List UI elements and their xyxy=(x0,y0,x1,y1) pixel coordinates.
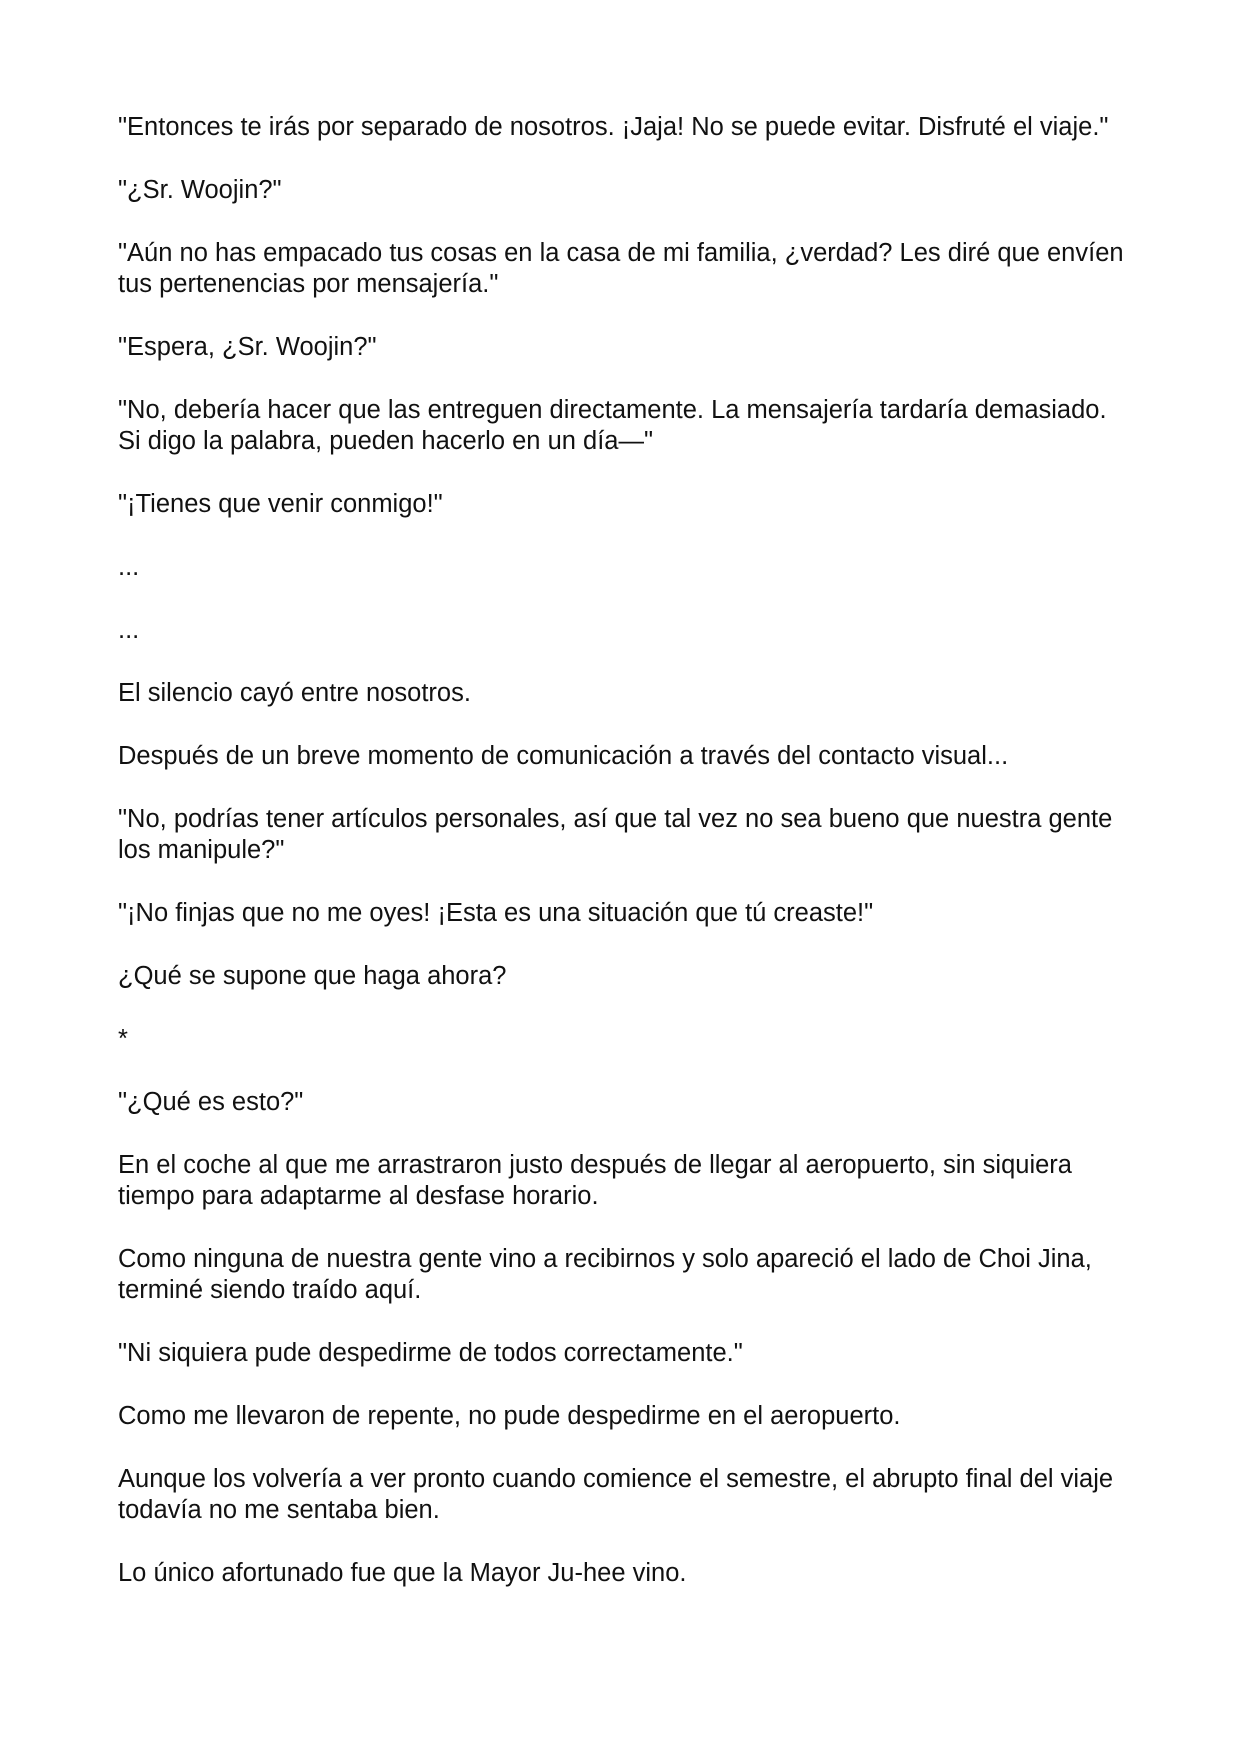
paragraph: Aunque los volvería a ver pronto cuando comience el semestre, el abrupto final del viaje todavía no me sentaba bien. xyxy=(118,1465,1114,1524)
paragraph: En el coche al que me arrastraron justo después de llegar al aeropuerto, sin siquiera tiempo para adaptarme al desfase horario. xyxy=(118,1151,1072,1210)
paragraph: ¿Qué se supone que haga ahora? xyxy=(118,962,507,990)
paragraph: ... xyxy=(118,616,140,644)
paragraph: "Ni siquiera pude despedirme de todos correctamente." xyxy=(118,1339,743,1367)
paragraph: "Entonces te irás por separado de nosotros. ¡Jaja! No se puede evitar. Disfruté el viaje." xyxy=(118,113,1109,141)
paragraph: Como ninguna de nuestra gente vino a recibirnos y solo apareció el lado de Choi Jina, terminé siendo traído aquí. xyxy=(118,1245,1092,1304)
paragraph: "No, podrías tener artículos personales, así que tal vez no sea bueno que nuestra gente los manipule?" xyxy=(118,805,1113,864)
paragraph: ... xyxy=(118,553,140,581)
paragraph: "Espera, ¿Sr. Woojin?" xyxy=(118,333,377,361)
paragraph: "¡No finjas que no me oyes! ¡Esta es una situación que tú creaste!" xyxy=(118,899,874,927)
paragraph: "¡Tienes que venir conmigo!" xyxy=(118,490,443,518)
paragraph: "No, debería hacer que las entreguen directamente. La mensajería tardaría demasiado. Si digo la palabra, pueden hacerlo en un día—" xyxy=(118,396,1107,455)
paragraph: Como me llevaron de repente, no pude despedirme en el aeropuerto. xyxy=(118,1402,901,1430)
paragraph: "Aún no has empacado tus cosas en la casa de mi familia, ¿verdad? Les diré que envíen tus pertenencias por mensajería." xyxy=(118,239,1124,298)
paragraph: El silencio cayó entre nosotros. xyxy=(118,679,471,707)
paragraph: Lo único afortunado fue que la Mayor Ju-hee vino. xyxy=(118,1559,687,1587)
document-body xyxy=(118,112,1128,1621)
paragraph: "¿Sr. Woojin?" xyxy=(118,176,282,204)
paragraph: "¿Qué es esto?" xyxy=(118,1088,304,1116)
paragraph: Después de un breve momento de comunicación a través del contacto visual... xyxy=(118,742,1009,770)
scene-break: * xyxy=(118,1025,128,1053)
